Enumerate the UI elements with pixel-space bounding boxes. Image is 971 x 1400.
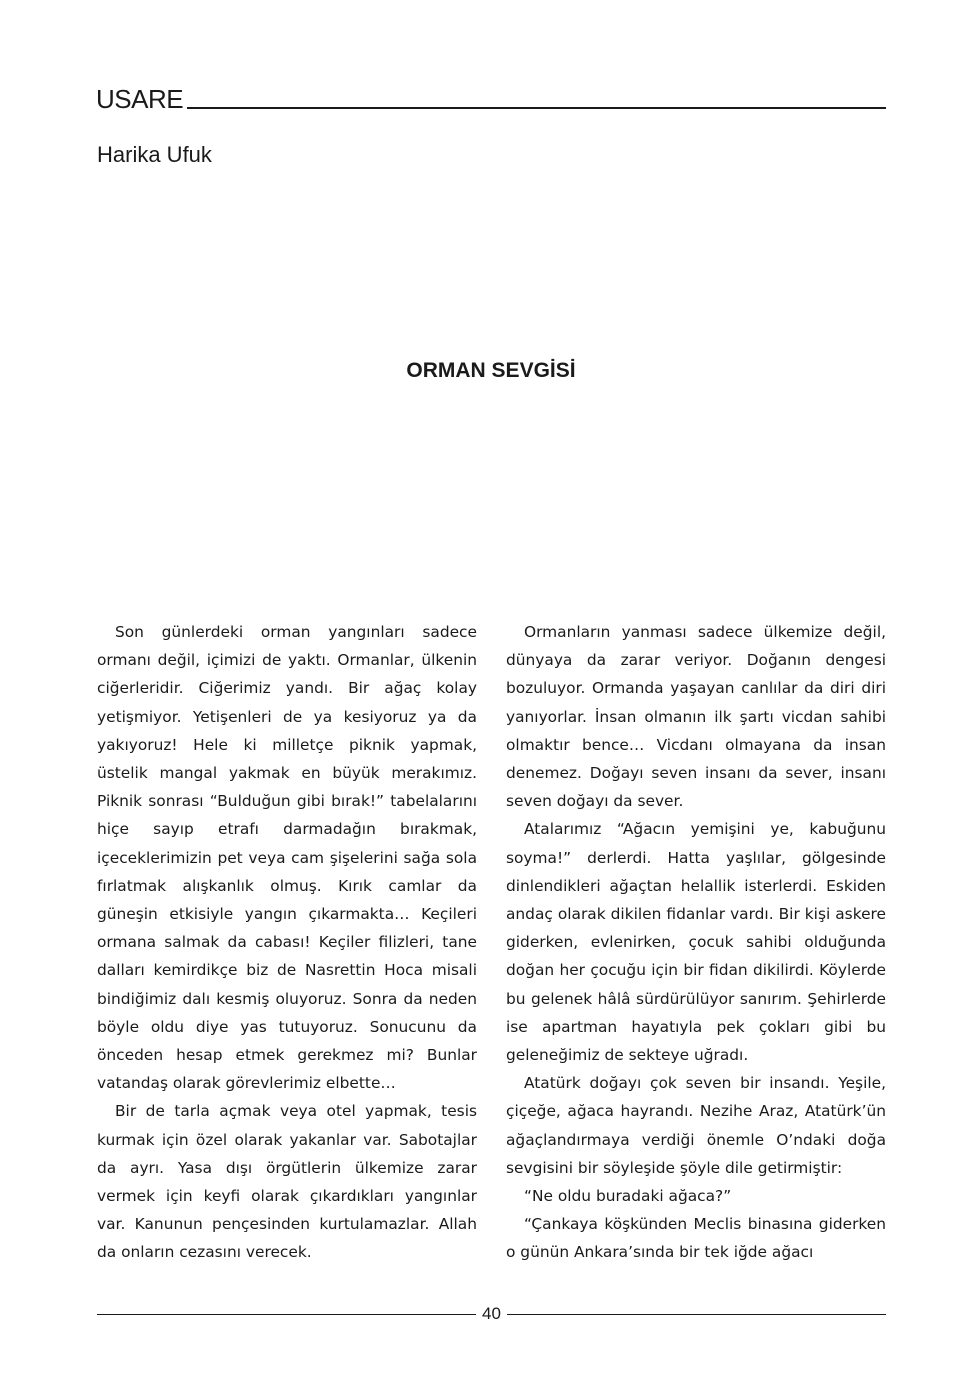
header-rule: [187, 107, 886, 109]
page-number: 40: [482, 1304, 501, 1323]
running-header: [96, 82, 886, 112]
page-footer: [97, 1301, 886, 1327]
paragraph: “Çankaya köşkünden Meclis binasına giderken o günün Ankara’sında bir tek iğde ağacı: [506, 1215, 886, 1262]
article-title: ORMAN SEVGİSİ: [406, 359, 576, 382]
left-column: [97, 618, 477, 1267]
footer-rule-left: [97, 1314, 476, 1315]
paragraph: “Ne oldu buradaki ağaca?”: [524, 1187, 732, 1206]
paragraph: Son günlerdeki orman yangınları sadece ormanı değil, içimizi de yaktı. Ormanlar, ülkenin ciğerleridir. Ciğerimiz yandı. Bir ağaç kolay yetişmiyor. Yetişenleri de ya kesiyoruz ya da yakıyoruz! Hele ki milletçe piknik yapmak, üstelik mangal yakmak en büyük merakımız. Piknik sonrası “Bulduğun gibi bırak!” tabelalarını hiçe sayıp etrafı darmadağın bırakmak, içeceklerimizin pet veya cam şişelerini sağa sola fırlatmak alışkanlık olmuş. Kırık camlar da güneşin etkisiyle yangın çıkarmakta… Keçileri ormana salmak da cabası! Keçiler filizleri, tane dalları kemirdikçe biz de Nasrettin Hoca misali bindiğimiz dalı kesmiş oluyoruz. Sonra da neden böyle oldu diye yas tutuyoruz. Sonucunu da önceden hesap etmek gerekmez mi? Bunlar vatandaş olarak görevlerimiz elbette…: [97, 623, 477, 1093]
journal-name: USARE: [96, 84, 184, 114]
paragraph: Atalarımız “Ağacın yemişini ye, kabuğunu soyma!” derlerdi. Hatta yaşlılar, gölgesinde dinlendikleri ağaçtan helallik isterlerdi. Eskiden andaç olarak dikilen fidanlar vardı. Bir kişi askere giderken, evlenirken, çocuk sahibi olduğunda doğan her çocuğu için bir fidan dikilirdi. Köylerde bu gelenek hâlâ sürdürülüyor sanırım. Şehirlerde ise apartman hayatıyla pek çokları gibi bu geleneğimiz de sekteye uğradı.: [506, 820, 886, 1065]
paragraph: Bir de tarla açmak veya otel yapmak, tesis kurmak için özel olarak yakanlar var. Sabotajlar da ayrı. Yasa dışı örgütlerin ülkemize zarar vermek için keyfi olarak çıkardıkları yangınlar var. Kanunun pençesinden kurtulamazlar. Allah da onların cezasını verecek.: [97, 1102, 477, 1262]
paragraph: Atatürk doğayı çok seven bir insandı. Yeşile, çiçeğe, ağaca hayrandı. Nezihe Araz, Atatürk’ün ağaçlandırmaya verdiği önemle O’ndaki doğa sevgisini bir söyleşide şöyle dile getirmiştir:: [506, 1074, 886, 1177]
author-name: Harika Ufuk: [97, 142, 212, 167]
right-column: [506, 618, 886, 1267]
footer-rule-right: [507, 1314, 886, 1315]
paragraph: Ormanların yanması sadece ülkemize değil, dünyaya da zarar veriyor. Doğanın dengesi bozuluyor. Ormanda yaşayan canlılar da diri diri yanıyorlar. İnsan olmanın ilk şartı vicdan sahibi olmaktır bence… Vicdanı olmayana da insan denemez. Doğayı seven insanı da sever, insanı seven doğayı da sever.: [506, 623, 886, 811]
